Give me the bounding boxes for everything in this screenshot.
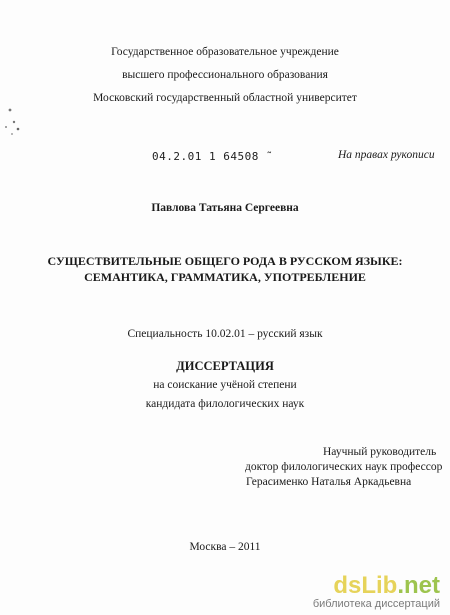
supervisor-label: Научный руководитель bbox=[323, 446, 437, 458]
city-year: Москва – 2011 bbox=[189, 541, 261, 553]
title-line-2: СЕМАНТИКА, ГРАММАТИКА, УПОТРЕБЛЕНИЕ bbox=[84, 270, 366, 284]
author-name: Павлова Татьяна Сергеевна bbox=[151, 202, 299, 214]
degree-line-2: кандидата филологических наук bbox=[145, 398, 305, 410]
watermark-logo bbox=[313, 574, 440, 598]
specialty: Специальность 10.02.01 – русский язык bbox=[127, 328, 323, 340]
supervisor-degree: доктор филологических наук профессор bbox=[245, 461, 443, 473]
registration-stamp: 04.2.01 1 64508 ˜ bbox=[152, 150, 274, 163]
watermark-logo-tld: .net bbox=[397, 572, 440, 599]
watermark bbox=[313, 574, 440, 611]
scan-specks bbox=[0, 100, 30, 140]
dissertation-heading: ДИССЕРТАЦИЯ bbox=[176, 359, 274, 373]
watermark-subtitle: библиотека диссертаций bbox=[312, 598, 440, 610]
watermark-logo-main: dsLib bbox=[333, 572, 398, 599]
title-line-1: СУЩЕСТВИТЕЛЬНЫЕ ОБЩЕГО РОДА В РУССКОМ ЯЗЫКЕ: bbox=[47, 254, 403, 268]
supervisor-name: Герасименко Наталья Аркадьевна bbox=[246, 476, 412, 488]
degree-line-1: на соискание учёной степени bbox=[153, 379, 297, 391]
institution-line-1: Государственное образовательное учреждение bbox=[111, 46, 339, 58]
institution-line-3: Московский государственный областной университет bbox=[93, 92, 357, 104]
institution-line-2: высшего профессионального образования bbox=[122, 69, 328, 81]
manuscript-rights: На правах рукописи bbox=[338, 149, 435, 161]
